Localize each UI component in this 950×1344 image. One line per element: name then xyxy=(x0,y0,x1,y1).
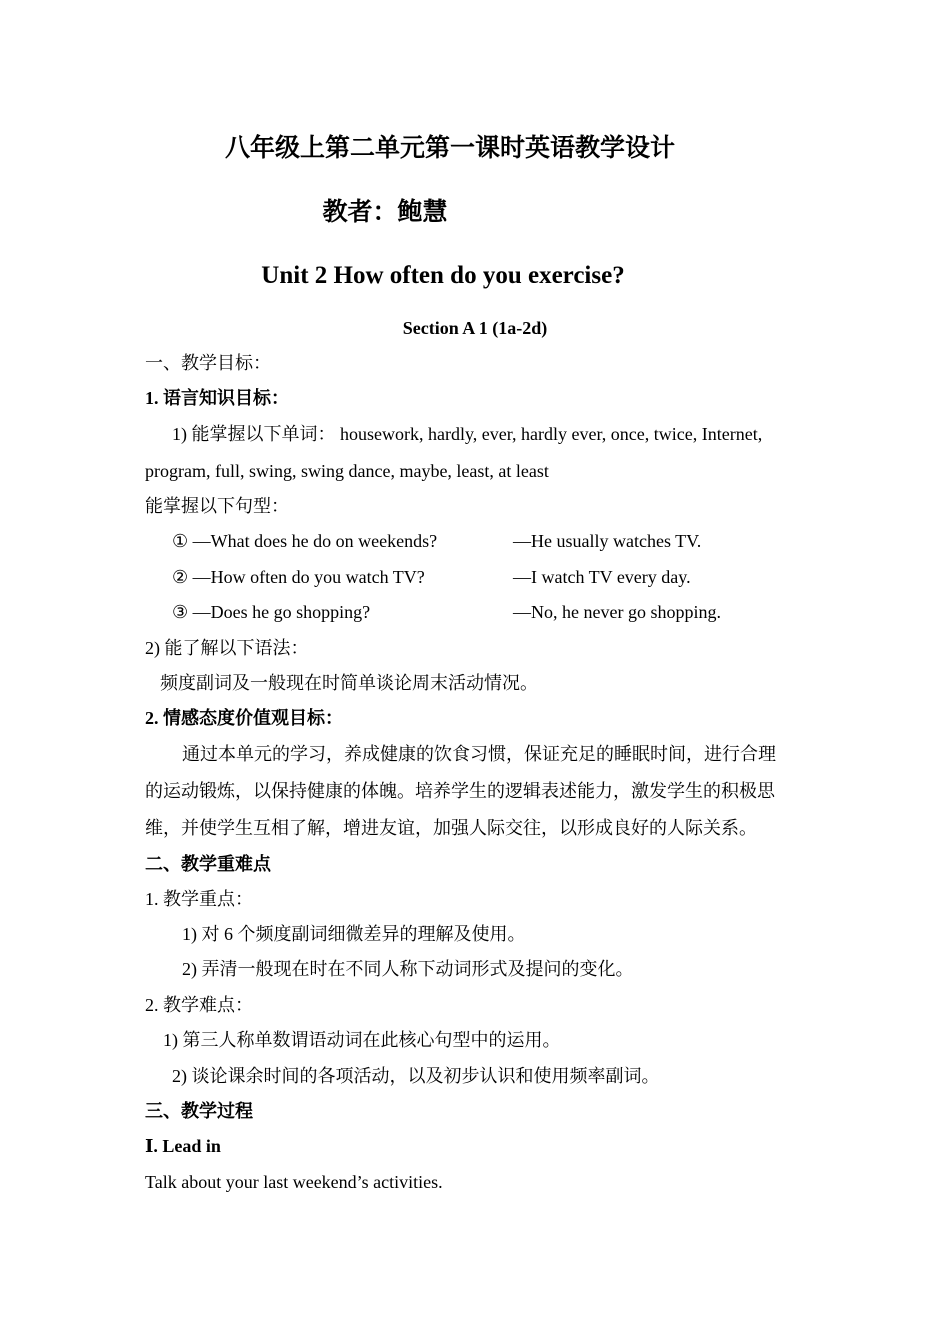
focus-item-1: 1) 对 6 个频度副词细微差异的理解及使用。 xyxy=(182,924,526,944)
emotion-goal-line-3: 维，并使学生互相了解，增进友谊，加强人际交往，以形成良好的人际关系。 xyxy=(145,818,757,838)
vocabulary-line-1: 1) 能掌握以下单词： housework, hardly, ever, hardly ever, once, twice, Internet, xyxy=(172,424,763,444)
emotion-goal-line-2: 的运动锻炼，以保持健康的体魄。培养学生的逻辑表述能力，激发学生的积极思 xyxy=(145,781,775,801)
goals-heading: 一、教学目标： xyxy=(145,353,271,373)
difficult-heading: 2. 教学难点： xyxy=(145,995,253,1015)
grammar-text: 频度副词及一般现在时简单谈论周末活动情况。 xyxy=(160,673,538,693)
sentence-pattern-intro: 能掌握以下句型： xyxy=(145,496,289,516)
vocabulary-line-2: program, full, swing, swing dance, maybe, least, at least xyxy=(145,461,549,481)
lead-in-heading: Ⅰ. Lead in xyxy=(145,1136,221,1156)
lead-in-text: Talk about your last weekend’s activities. xyxy=(145,1172,443,1192)
document-title: 八年级上第二单元第一课时英语教学设计 xyxy=(224,135,675,162)
sentence-answer-2: —I watch TV every day. xyxy=(513,567,691,587)
difficult-item-1: 1) 第三人称单数谓语动词在此核心句型中的运用。 xyxy=(163,1030,561,1050)
teacher-name: 教者：鲍慧 xyxy=(322,199,448,226)
grammar-intro: 2) 能了解以下语法： xyxy=(145,638,309,658)
focus-heading: 1. 教学重点： xyxy=(145,889,253,909)
sentence-answer-3: —No, he never go shopping. xyxy=(513,602,721,622)
difficult-item-2: 2) 谈论课余时间的各项活动，以及初步认识和使用频率副词。 xyxy=(172,1066,660,1086)
emotion-goal-heading: 2. 情感态度价值观目标： xyxy=(145,708,343,728)
sentence-question-1: ① —What does he do on weekends? xyxy=(172,531,438,551)
sentence-question-2: ② —How often do you watch TV? xyxy=(172,567,425,587)
sentence-answer-1: —He usually watches TV. xyxy=(513,531,702,551)
unit-title: Unit 2 How often do you exercise? xyxy=(261,262,625,289)
section-title: Section A 1 (1a-2d) xyxy=(402,318,548,338)
sentence-question-3: ③ —Does he go shopping? xyxy=(172,602,371,622)
keypoints-heading: 二、教学重难点 xyxy=(145,854,271,874)
language-goal-heading: 1. 语言知识目标： xyxy=(145,388,289,408)
focus-item-2: 2) 弄清一般现在时在不同人称下动词形式及提问的变化。 xyxy=(182,959,634,979)
emotion-goal-line-1: 通过本单元的学习，养成健康的饮食习惯，保证充足的睡眠时间，进行合理 xyxy=(182,744,776,764)
process-heading: 三、教学过程 xyxy=(145,1101,253,1121)
